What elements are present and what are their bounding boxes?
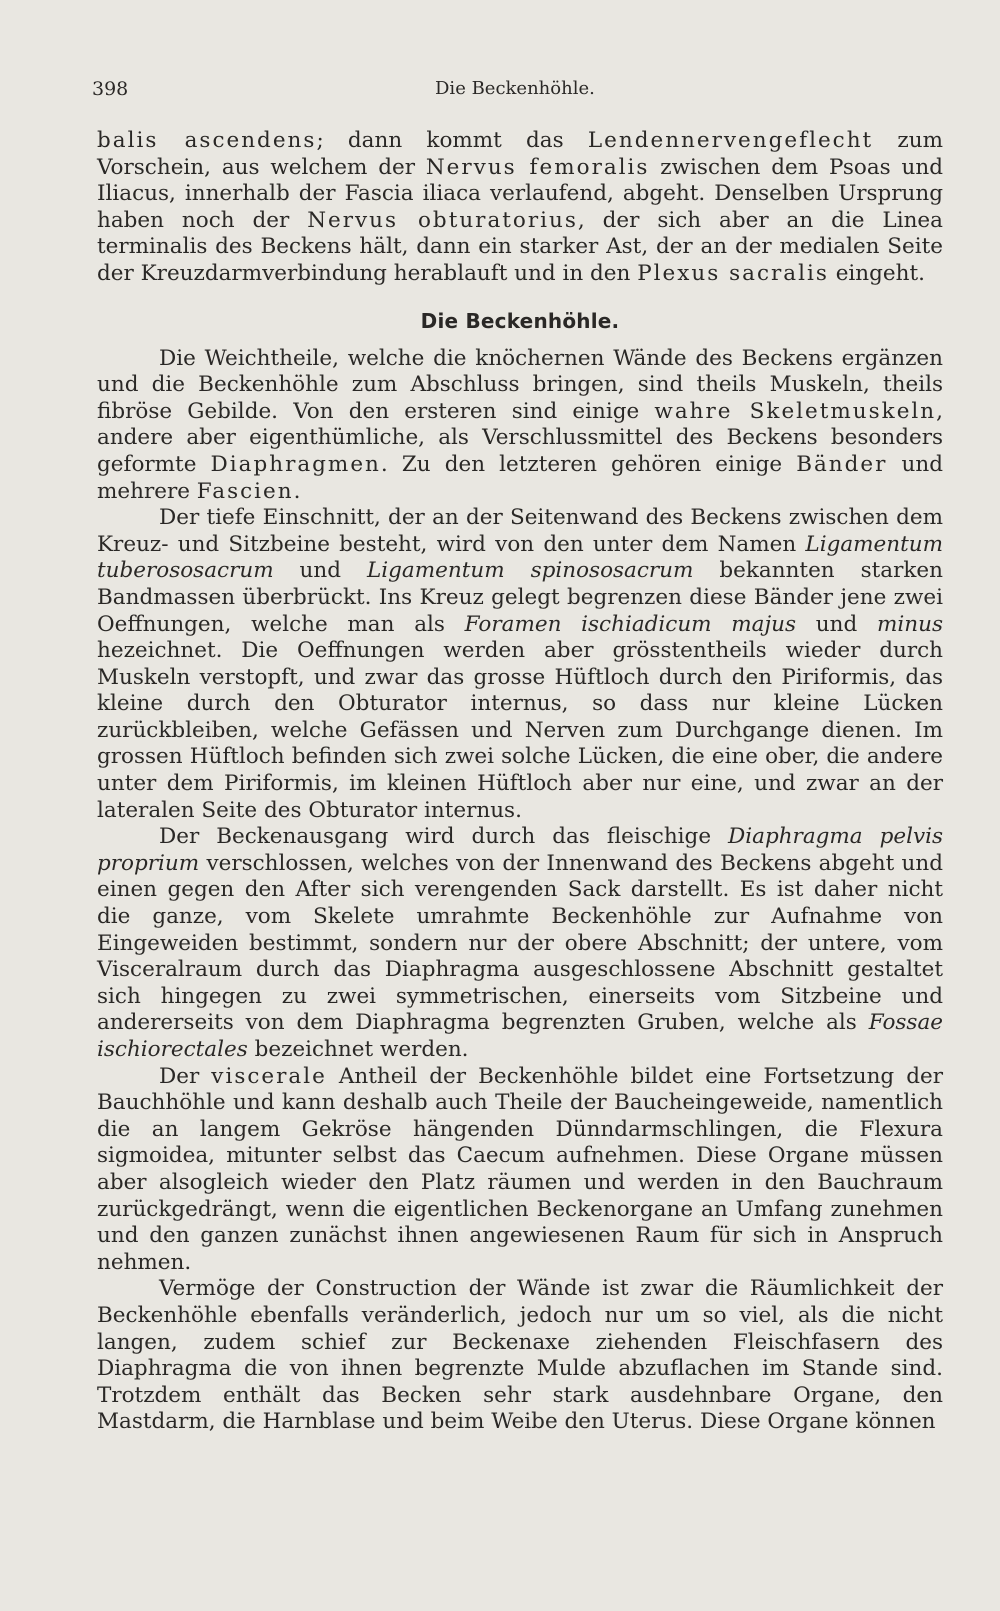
running-title: Die Beckenhöhle. (435, 78, 595, 99)
paragraph-5 (97, 1276, 943, 1436)
term-emphasis: Nervus obturatorius (307, 207, 578, 233)
text-run: zum Vorschein, aus welchem der (97, 128, 943, 180)
text-run: Der Beckenausgang wird durch das fleischige (159, 824, 729, 850)
text-run: und mehrere (97, 451, 943, 504)
latin-term: Diaphragma pelvis proprium (97, 824, 944, 876)
text-run: , der sich aber an die Linea terminalis des Beckens hält, dann ein starker Ast, der an der medialen Seite der Kreuzdarmverbindung herablauft und in den (97, 207, 943, 286)
text-run: Die Weichtheile, welche die knöchernen Wände des Beckens ergänzen und die Beckenhöhle zum Abschluss bringen, sind theils Muskeln, theils fibröse Gebilde. Von den ersteren sind einige (97, 345, 943, 424)
paragraph-1 (97, 346, 943, 506)
text-run: eingeht. (828, 260, 925, 286)
text-run: und (796, 611, 877, 637)
term-emphasis: Lendennervengeflecht (587, 128, 874, 153)
text-run: bezeichnet werden. (247, 1037, 469, 1062)
term-emphasis: wahre Skeletmuskeln (654, 398, 937, 424)
page-number: 398 (92, 78, 129, 100)
text-run: , andere aber eigenthümliche, als Verschlussmittel des Beckens besonders geformte (97, 398, 943, 477)
text-run: zwischen dem Psoas und Iliacus, innerhalb der Fascia iliaca verlaufend, abgeht. Denselben Ursprung haben noch der (97, 154, 944, 233)
text-run: Vermöge der Construction der Wände ist zwar die Räumlichkeit der Beckenhöhle ebenfalls veränderlich, jedoch nur um so viel, als die nicht langen, zudem schief zur Beckenaxe ziehenden Fleischfasern des Diaphragma die von ihnen begrenzte Mulde abzuflachen im Stande sind. Trotzdem enthält das Becken sehr stark ausdehnbare Organe, den Mastdarm, die Harnblase und beim Weibe den Uterus. Diese Organe können (97, 1276, 943, 1435)
text-run: verschlossen, welches von der Innenwand des Beckens abgeht und einen gegen den After sich verengenden Sack darstellt. Es ist daher nicht die ganze, vom Skelete umrahmte Beckenhöhle zur Aufnahme von Eingeweiden bestimmt, sondern nur der obere Abschnitt; der untere, vom Visceralraum durch das Diaphragma ausgeschlossene Abschnitt gestaltet sich hingegen zu zwei symmetrischen, einerseits vom Sitzbeine und andererseits von dem Diaphragma begrenzten Gruben, welche als (97, 850, 943, 1036)
text-run: . Zu den letzteren gehören einige (380, 451, 797, 477)
term-emphasis: viscerale (211, 1063, 327, 1089)
paragraph-2 (97, 505, 943, 824)
section-heading: Die Beckenhöhle. (420, 308, 620, 333)
text-run: Der (159, 1063, 212, 1089)
text-run: ; dann kommt das (316, 128, 588, 153)
text-run: Der tiefe Einschnitt, der an der Seitenwand des Beckens zwischen dem Kreuz- und Sitzbeine besteht, wird von den unter dem Namen (97, 505, 943, 557)
paragraph-3 (97, 824, 943, 1063)
text-run: . (293, 478, 301, 504)
latin-term: minus (876, 611, 943, 637)
paragraph-4 (97, 1064, 943, 1277)
body-text (97, 128, 943, 1436)
latin-term: Foramen ischiadicum majus (464, 611, 797, 637)
intro-paragraph (97, 128, 943, 288)
text-run: Antheil der Beckenhöhle bildet eine Fortsetzung der Bauchhöhle und kann deshalb auch Theile der Baucheingeweide, namentlich die an langem Gekröse hängenden Dünndarmschlingen, die Flexura sigmoidea, mitunter selbst das Caecum aufnehmen. Diese Organe müssen aber alsogleich wieder den Platz räumen und werden in den Bauchraum zurückgedrängt, wenn die eigentlichen Beckenorgane an Umfang zunehmen und den ganzen zunächst ihnen angewiesenen Raum für sich in Anspruch nehmen. (97, 1063, 944, 1275)
text-run: hezeichnet. Die Oeffnungen werden aber grösstentheils wieder durch Muskeln verstopft, und zwar das grosse Hüftloch durch den Piriformis, das kleine durch den Obturator internus, so dass nur kleine Lücken zurückbleiben, welche Gefässen und Nerven zum Durchgange dienen. Im grossen Hüftloch befinden sich zwei solche Lücken, die eine ober, die andere unter dem Piriformis, im kleinen Hüftloch aber nur eine, und zwar an der lateralen Seite des Obturator internus. (97, 638, 943, 823)
term-emphasis: Bänder (796, 451, 888, 477)
latin-term: Fossae ischiorectales (97, 1010, 943, 1062)
text-run: und (273, 558, 368, 584)
page-header (92, 78, 908, 104)
term-emphasis: balis ascendens (97, 128, 317, 153)
term-emphasis: Plexus sacralis (637, 260, 829, 286)
latin-term: Ligamentum tuberososacrum (97, 531, 943, 584)
text-run: bekannten starken Bandmassen überbrückt. Ins Kreuz gelegt begrenzen diese Bänder jene zwei Oeffnungen, welche man als (97, 558, 943, 637)
term-emphasis: Nervus femoralis (425, 154, 650, 180)
term-emphasis: Diaphragmen (210, 451, 381, 477)
latin-term: Ligamentum spinososacrum (367, 558, 694, 584)
term-emphasis: Fascien (196, 478, 294, 504)
